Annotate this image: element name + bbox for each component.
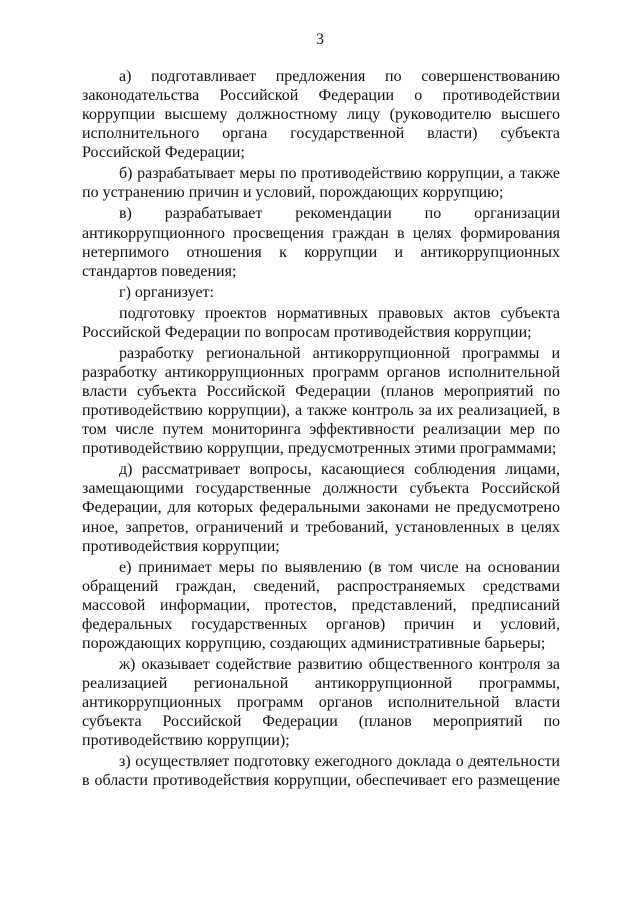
paragraph-v: в) разрабатывает рекомендации по организации антикоррупционного просвещения граждан в целях формирования нетерпимого отношения к коррупции и антикоррупционных стандартов поведения;: [82, 205, 560, 280]
paragraph-e: е) принимает меры по выявлению (в том числе на основании обращений граждан, сведений, распространяемых средствами массовой информации, протестов, представлений, предписаний федеральных государственных органов) причин и условий, порождающих коррупцию, создающих административные барьеры;: [82, 558, 560, 652]
page-number: 3: [316, 31, 324, 48]
paragraph-zh: ж) оказывает содействие развитию общественного контроля за реализацией региональной антикоррупционной программы, антикоррупционных программ органов исполнительной власти субъекта Российской Федерации (планов мероприятий по противодействию коррупции);: [82, 655, 560, 750]
paragraph-g-item-1: подготовку проектов нормативных правовых актов субъекта Российской Федерации по вопросам противодействия коррупции;: [82, 304, 560, 341]
paragraph-a: а) подготавливает предложения по совершенствованию законодательства Российской Федерации о противодействии коррупции высшему должностному лицу (руководителю высшего исполнительного органа государственной власти) субъекта Российской Федерации;: [82, 68, 560, 162]
paragraph-z: з) осуществляет подготовку ежегодного доклада о деятельности в области противодействия коррупции, обеспечивает его размещение: [82, 753, 560, 790]
document-body: [82, 67, 560, 792]
paragraph-d: д) рассматривает вопросы, касающиеся соблюдения лицами, замещающими государственные должности субъекта Российской Федерации, для которых федеральными законами не предусмотрено иное, запретов, ограничений и требований, установленных в целях противодействия коррупции;: [82, 461, 560, 555]
paragraph-b: б) разрабатывает меры по противодействию коррупции, а также по устранению причин и условий, порождающих коррупцию;: [82, 165, 560, 202]
paragraph-g: г) организует:: [119, 283, 214, 301]
paragraph-g-item-2: разработку региональной антикоррупционной программы и разработку антикоррупционных программ органов исполнительной власти субъекта Российской Федерации (планов мероприятий по противодействию коррупции), а также контроль за их реализацией, в том числе путем мониторинга эффективности реализации мер по противодействию коррупции, предусмотренных этими программами;: [82, 344, 560, 458]
